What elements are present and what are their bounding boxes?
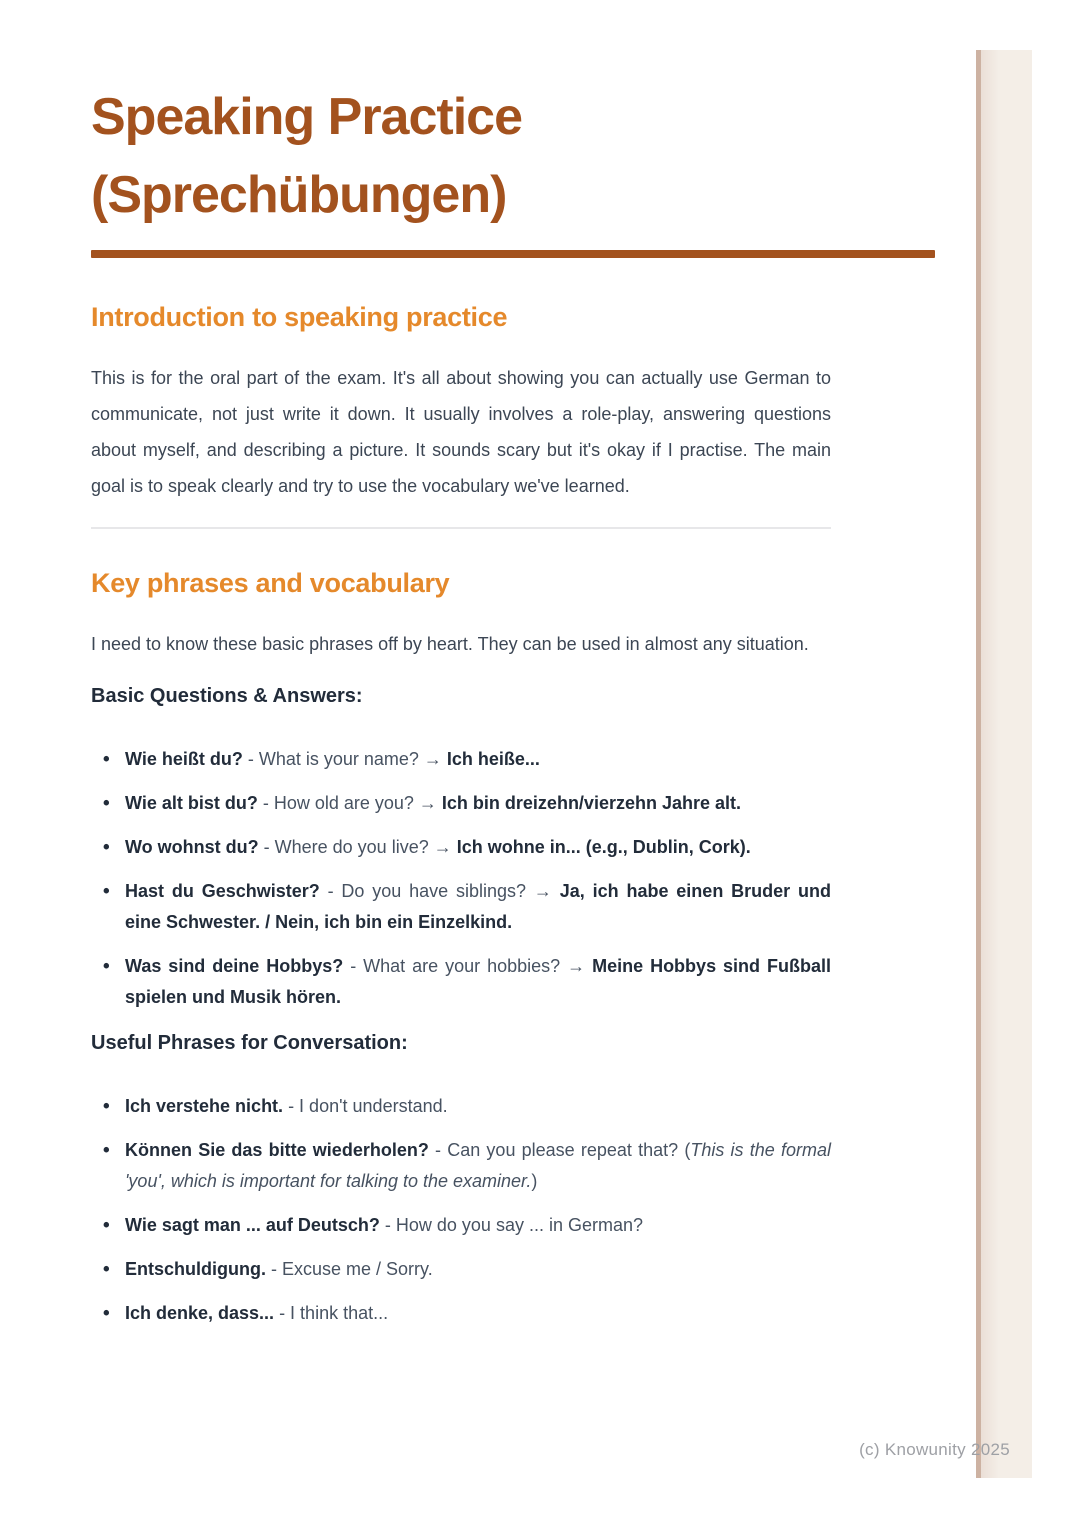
phrase-translation-text: - Where do you live? → [258,837,457,857]
page-side-strip [976,50,1032,1478]
phrase-german-bold: Können Sie das bitte wiederholen? [125,1140,429,1160]
phrase-list-item [91,1298,831,1329]
document-content [91,0,831,1342]
useful-phrases-list [91,1091,831,1329]
phrase-translation-text: - Do you have siblings? → [319,881,560,901]
phrase-list-item [91,1091,831,1122]
phrase-german-bold: Wie heißt du? [125,749,243,769]
phrase-german-bold: Ja, ich habe einen Bruder und eine Schwester. / Nein, ich bin ein Einzelkind. [125,881,831,932]
phrase-german-bold: Was sind deine Hobbys? [125,956,344,976]
phrase-list-item [91,788,831,819]
phrase-translation-text: - How old are you? → [257,793,442,813]
phrase-note-italic: This is the formal 'you', which is important for talking to the examiner. [125,1140,831,1191]
phrase-german-bold: Wo wohnst du? [125,837,259,857]
phrase-list-item [91,744,831,775]
basic-questions-list [91,744,831,1013]
phrase-translation-text: ) [531,1171,538,1191]
phrase-german-bold: Ich heiße... [446,749,540,769]
subsection-title-basic-questions: Basic Questions & Answers: [91,685,363,707]
phrase-list-item [91,1210,831,1241]
phrase-translation-text: - I think that... [274,1303,389,1323]
section-heading-introduction: Introduction to speaking practice [91,302,508,332]
introduction-paragraph: This is for the oral part of the exam. It's all about showing you can actually use German to communicate, not just write it down. It usually involves a role-play, answering questions about myself, and describing a picture. It sounds scary but it's okay if I practise. The main goal is to speak clearly and try to use the vocabulary we've learned. [91,368,831,496]
phrase-german-bold: Ich verstehe nicht. [125,1096,284,1116]
phrase-translation-text: - What is your name? → [242,749,447,769]
phrase-german-bold: Hast du Geschwister? [125,881,320,901]
phrase-translation-text: - I don't understand. [283,1096,448,1116]
phrase-list-item [91,1254,831,1285]
phrase-translation-text: - Can you please repeat that? ( [428,1140,691,1160]
phrase-list-item [91,832,831,863]
phrase-list-item [91,876,831,938]
key-phrases-paragraph: I need to know these basic phrases off by heart. They can be used in almost any situation. [91,634,809,654]
phrase-german-bold: Entschuldigung. [125,1259,266,1279]
subsection-title-useful-phrases: Useful Phrases for Conversation: [91,1032,408,1054]
title-underline-rule [91,250,935,258]
section-divider [91,527,831,529]
page-title: Speaking Practice (Sprechübungen) [91,88,522,224]
copyright-watermark: (c) Knowunity 2025 [859,1440,1010,1459]
phrase-german-bold: Meine Hobbys sind Fußball spielen und Musik hören. [125,956,831,1007]
phrase-translation-text: - How do you say ... in German? [379,1215,643,1235]
phrase-translation-text: - What are your hobbies? → [343,956,593,976]
section-heading-key-phrases: Key phrases and vocabulary [91,568,450,598]
phrase-german-bold: Ich denke, dass... [125,1303,275,1323]
phrase-german-bold: Wie sagt man ... auf Deutsch? [125,1215,380,1235]
phrase-german-bold: Ich bin dreizehn/vierzehn Jahre alt. [441,793,742,813]
phrase-list-item [91,951,831,1013]
phrase-translation-text: - Excuse me / Sorry. [266,1259,433,1279]
phrase-list-item [91,1135,831,1197]
phrase-german-bold: Wie alt bist du? [125,793,258,813]
phrase-german-bold: Ich wohne in... (e.g., Dublin, Cork). [456,837,751,857]
